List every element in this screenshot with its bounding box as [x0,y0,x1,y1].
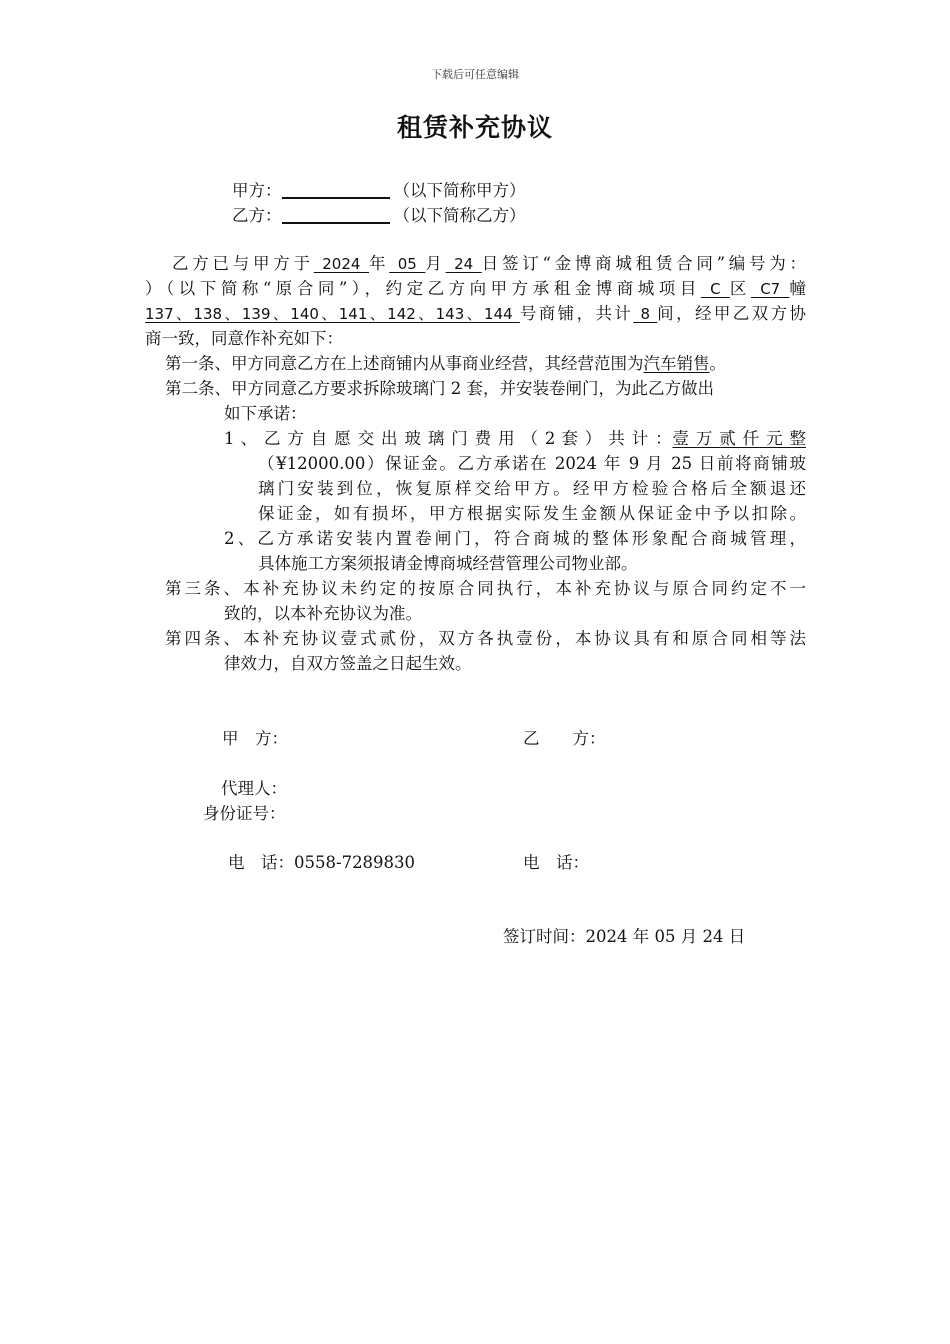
party-a-label: 甲方： [232,181,282,200]
sign-party-b-phone: 电 话： [523,853,589,872]
sign-party-a-label: 甲 方： [222,729,288,748]
sign-party-b-label: 乙 方： [523,729,606,748]
zone: C [700,280,730,298]
article-2-line-2: 如下承诺： [224,404,307,423]
shop-numbers: 137、138、139、140、141、142、143、144 [145,305,520,323]
party-a-line [232,177,526,201]
intro-line-2: ）（以下简称“原合同”），约定乙方向甲方承租金博商城项目 C 区 C7 幢 [145,279,807,298]
article-4-line-1: 第四条、本补充协议壹式贰份，双方各执壹份，本协议具有和原合同相等法 [165,629,806,648]
intro-line-3: 137、138、139、140、141、142、143、144 号商铺，共计 8 间，经甲乙双方协 [145,304,806,323]
deposit-amount-words: 壹 万 贰 仟 元 整 [672,429,806,448]
header-note: 下载后可任意编辑 [431,68,519,81]
article-2-line-1: 第二条、甲方同意乙方要求拆除玻璃门 2 套，并安装卷闸门，为此乙方做出 [165,379,714,398]
intro-line-1: 乙方已与甲方于 2024 年 05 月 24 日签订“金博商城租赁合同”编号为： [172,254,807,273]
article-2-item-2-line-1: 2、乙方承诺安装内置卷闸门，符合商城的整体形象配合商城管理， [224,529,806,548]
party-b-note: （以下简称乙方） [393,206,526,225]
sign-year: 2024 [313,255,369,273]
sign-party-a-phone: 电 话：0558-7289830 [228,853,416,872]
shop-count: 8 [633,305,658,323]
article-2-item-1-line-4: 保证金，如有损坏，甲方根据实际发生金额从保证金中予以扣除。 [258,504,806,523]
party-a-note: （以下简称甲方） [393,181,526,200]
sign-id-label: 身份证号： [203,804,286,823]
article-4-line-2: 律效力，自双方签盖之日起生效。 [224,654,472,673]
sign-day: 24 [445,255,482,273]
sign-date: 签订时间：2024 年 05 月 24 日 [503,927,746,946]
sign-month: 05 [389,255,426,273]
article-2-item-1-line-2: （¥12000.00）保证金。乙方承诺在 2024 年 9 月 25 日前将商铺玻 [258,454,806,473]
article-2-item-2-line-2: 具体施工方案须报请金博商城经营管理公司物业部。 [258,554,638,573]
article-1: 第一条、甲方同意乙方在上述商铺内从事商业经营，其经营范围为汽车销售。 [165,354,726,373]
party-a-blank[interactable] [282,181,390,199]
article-3-line-1: 第三条、本补充协议未约定的按原合同执行，本补充协议与原合同约定不一 [165,579,806,598]
business-scope: 汽车销售 [643,354,710,373]
party-b-blank[interactable] [282,206,390,224]
page-title: 租赁补充协议 [396,113,553,142]
article-2-item-1-line-3: 璃门安装到位，恢复原样交给甲方。经甲方检验合格后全额退还 [258,479,806,498]
party-b-label: 乙方： [232,206,282,225]
article-2-item-1-line-1: 1 、 乙 方 自 愿 交 出 玻 璃 门 费 用 （ 2 套 ） 共 计 ：壹 万 贰 仟 元 整 [224,429,806,448]
article-3-line-2: 致的，以本补充协议为准。 [224,604,422,623]
sign-agent-label: 代理人： [221,779,287,798]
intro-line-4: 商一致，同意作补充如下： [145,329,343,348]
party-b-line [232,202,526,226]
building: C7 [750,280,790,298]
